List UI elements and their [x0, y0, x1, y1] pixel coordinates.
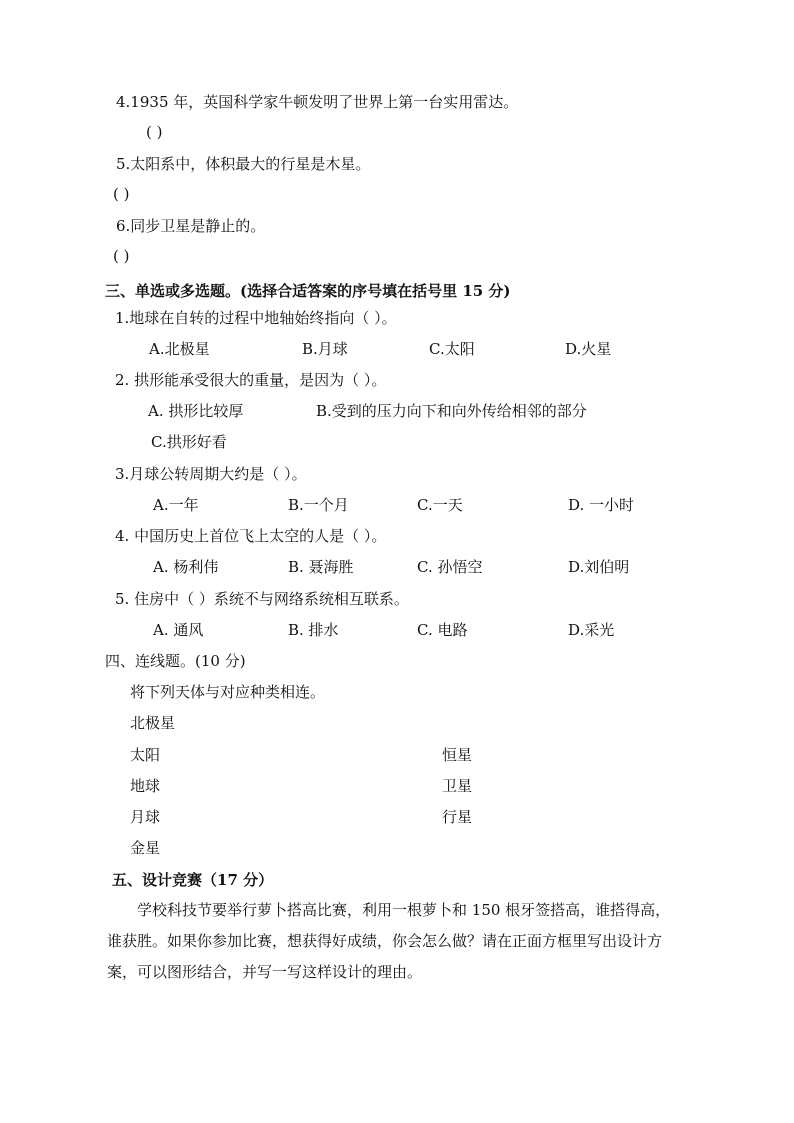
- mc-q2-option-b[interactable]: B.受到的压力向下和向外传给相邻的部分: [316, 402, 587, 420]
- mc-q3-option-b[interactable]: B.一个月: [288, 496, 349, 514]
- matching-right-item[interactable]: 行星: [442, 808, 473, 826]
- design-task-line-2: 谁获胜。如果你参加比赛，想获得好成绩，你会怎么做？请在正面方框里写出设计方: [107, 932, 663, 950]
- matching-right-item[interactable]: 卫星: [442, 777, 473, 795]
- mc-q3-option-a[interactable]: A.一年: [153, 496, 199, 514]
- mc-q5-option-d[interactable]: D.采光: [568, 621, 615, 639]
- mc-q2-option-a[interactable]: A. 拱形比较厚: [148, 402, 244, 420]
- mc-q2-option-c[interactable]: C.拱形好看: [151, 433, 227, 451]
- matching-left-item[interactable]: 金星: [130, 839, 161, 857]
- section4-heading: 四、连线题。(10 分): [105, 652, 246, 670]
- design-task-line-1: 学校科技节要举行萝卜搭高比赛，利用一根萝卜和 150 根牙签搭高，谁搭得高，: [137, 901, 671, 919]
- mc-question-2: 2. 拱形能承受很大的重量，是因为（ ）。: [115, 371, 387, 389]
- matching-instruction: 将下列天体与对应种类相连。: [130, 683, 326, 701]
- mc-q4-option-d[interactable]: D.刘伯明: [568, 558, 630, 576]
- matching-left-item[interactable]: 地球: [130, 777, 161, 795]
- mc-question-4: 4. 中国历史上首位飞上太空的人是（ ）。: [115, 527, 387, 545]
- matching-left-item[interactable]: 太阳: [130, 746, 161, 764]
- mc-q1-option-b[interactable]: B.月球: [302, 340, 348, 358]
- mc-q1-option-d[interactable]: D.火星: [565, 340, 612, 358]
- mc-question-3: 3.月球公转周期大约是（ ）。: [115, 465, 307, 483]
- tf-answer-paren-4[interactable]: ( ): [146, 123, 163, 141]
- matching-right-item[interactable]: 恒星: [442, 746, 473, 764]
- mc-question-5: 5. 住房中（ ）系统不与网络系统相互联系。: [115, 590, 409, 608]
- mc-q1-option-a[interactable]: A.北极星: [149, 340, 210, 358]
- tf-question-5: 5.太阳系中，体积最大的行星是木星。: [116, 155, 371, 173]
- mc-q4-option-a[interactable]: A. 杨利伟: [153, 558, 219, 576]
- mc-question-1: 1.地球在自转的过程中地轴始终指向（ ）。: [115, 309, 397, 327]
- mc-q3-option-c[interactable]: C.一天: [417, 496, 463, 514]
- tf-question-6: 6.同步卫星是静止的。: [116, 217, 266, 235]
- tf-answer-paren-6[interactable]: ( ): [113, 247, 130, 265]
- mc-q5-option-c[interactable]: C. 电路: [417, 621, 468, 639]
- mc-q4-option-b[interactable]: B. 聂海胜: [288, 558, 354, 576]
- mc-q1-option-c[interactable]: C.太阳: [429, 340, 475, 358]
- tf-question-4: 4.1935 年，英国科学家牛顿发明了世界上第一台实用雷达。: [116, 93, 519, 111]
- matching-left-item[interactable]: 月球: [130, 808, 161, 826]
- mc-q3-option-d[interactable]: D. 一小时: [568, 496, 635, 514]
- section3-heading: 三、单选或多选题。(选择合适答案的序号填在括号里 15 分): [105, 282, 511, 300]
- design-task-line-3: 案，可以图形结合，并写一写这样设计的理由。: [107, 963, 423, 981]
- matching-left-item[interactable]: 北极星: [130, 714, 176, 732]
- section5-heading: 五、设计竞赛（17 分）: [112, 871, 274, 889]
- mc-q5-option-b[interactable]: B. 排水: [288, 621, 339, 639]
- mc-q5-option-a[interactable]: A. 通风: [153, 621, 204, 639]
- mc-q4-option-c[interactable]: C. 孙悟空: [417, 558, 483, 576]
- tf-answer-paren-5[interactable]: ( ): [113, 185, 130, 203]
